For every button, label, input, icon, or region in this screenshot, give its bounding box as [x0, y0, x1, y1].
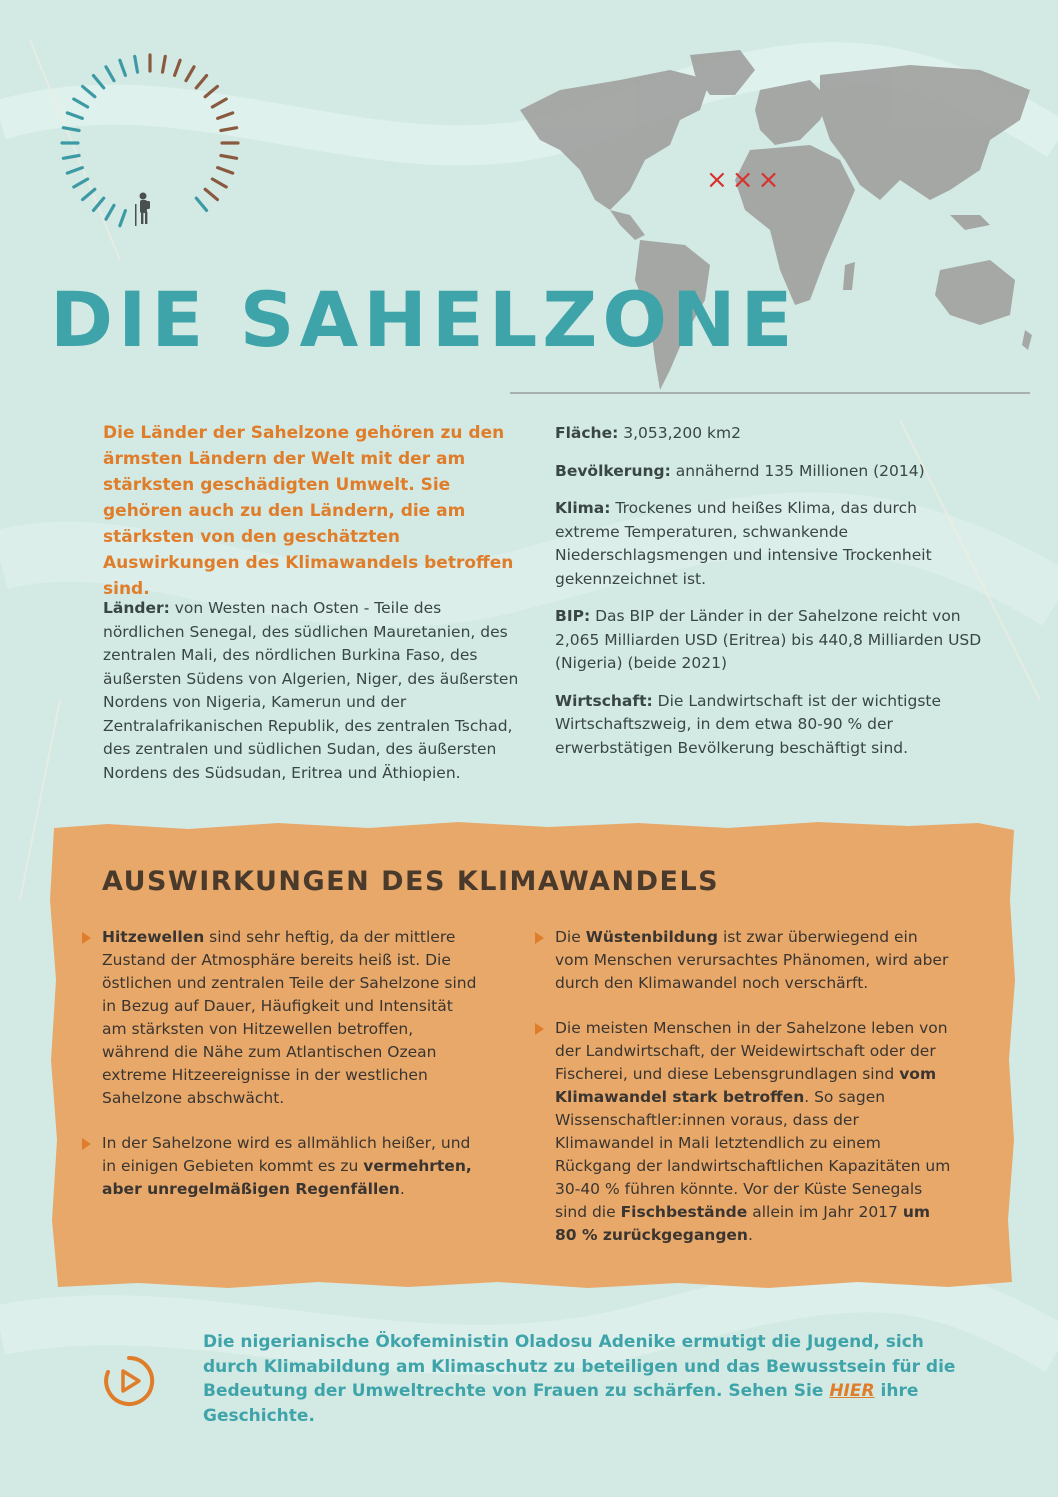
impact-span: . So sagen Wissenschaftler:innen voraus, dass der Klimawandel in Mali letztendlich zu einem Rückgang der landwirtschaftlichen Kapazitäten um 30-40 % führen könnte. Vor der Küste Senegals sind die	[555, 1088, 951, 1221]
fact-value: Das BIP der Länder in der Sahelzone reicht von 2,065 Milliarden USD (Eritrea) bis 440,8 Milliarden USD (Nigeria) (beide 2021)	[555, 607, 982, 672]
impact-item-rainfall	[82, 1132, 482, 1201]
fact-value: 3,053,200 km2	[618, 424, 741, 442]
impact-bold: vom Klimawandel stark betroffen	[555, 1065, 937, 1106]
clock-tick	[205, 86, 217, 96]
clock-tick	[205, 189, 217, 199]
clock-tick	[186, 67, 194, 81]
impact-span: .	[747, 1226, 753, 1244]
clock-tick	[83, 189, 95, 199]
fact-value: annähernd 135 Millionen (2014)	[670, 461, 925, 480]
bullet-arrow-icon	[535, 932, 544, 944]
impact-bold: Hitzewellen	[102, 928, 205, 946]
impact-span: sind sehr heftig, da der mittlere Zustand der Atmosphäre bereits heiß ist. Die östlichen und zentralen Teile der Sahelzone sind in Bezug auf Dauer, Häufigkeit und Intensität am stärksten von Hitzewellen betroffen, während die Nähe zum Atlantischen Ozean extreme Hitzeereignisse in der westlichen Sahelzone abschwächt.	[102, 928, 477, 1107]
fact-economy	[555, 690, 985, 761]
impact-bold: um 80 % zurückgegangen	[555, 1203, 931, 1244]
fact-label: Klima:	[555, 499, 611, 517]
impact-bold: Wüstenbildung	[585, 928, 719, 946]
fact-label: Fläche:	[555, 424, 619, 442]
clock-tick	[221, 128, 237, 131]
clock-tick	[212, 99, 226, 107]
impact-span: In der Sahelzone wird es allmählich heißer, und in einigen Gebieten kommt es zu	[102, 1134, 471, 1175]
bullet-arrow-icon	[82, 1138, 91, 1150]
clock-tick	[196, 76, 206, 88]
clock-tick	[93, 198, 103, 210]
impact-span: .	[399, 1180, 405, 1198]
clock-tick	[63, 156, 79, 159]
fact-label: BIP:	[555, 607, 591, 625]
impact-item-heatwaves	[82, 926, 482, 1110]
fact-value: Die Landwirtschaft ist der wichtigste Wirtschaftszweig, in dem etwa 80-90 % der erwerbstätigen Bevölkerung beschäftigt sind.	[555, 691, 942, 757]
clock-tick	[67, 168, 82, 173]
impact-bold: vermehrten, aber unregelmäßigen Regenfällen	[102, 1157, 472, 1198]
fact-label: Wirtschaft:	[555, 691, 653, 710]
bullet-arrow-icon	[82, 932, 91, 944]
impact-item-livelihoods	[535, 1017, 955, 1247]
impacts-column-left	[82, 926, 482, 1223]
fact-gdp	[555, 605, 985, 676]
bullet-arrow-icon	[535, 1023, 544, 1035]
clock-tick	[67, 113, 82, 118]
clock-tick	[212, 179, 226, 187]
page-title: DIE SAHELZONE	[50, 275, 798, 364]
clock-tick	[218, 113, 233, 118]
clock-tick	[74, 99, 88, 107]
intro-paragraph: Die Länder der Sahelzone gehören zu den ärmsten Ländern der Welt mit der am stärksten geschädigten Umwelt. Sie gehören auch zu den Ländern, die am stärksten von den geschätzten Auswirkungen des Klimawandels betroffen sind.	[103, 423, 514, 599]
impact-text	[102, 926, 482, 1110]
countries-paragraph	[103, 597, 523, 785]
clock-tick	[83, 86, 95, 96]
clock-tick	[63, 128, 79, 131]
impacts-column-right	[535, 926, 955, 1269]
fact-value: Trockenes und heißes Klima, das durch extreme Temperaturen, schwankende Niederschlagsmengen und intensive Trockenheit gekennzeichnet ist.	[555, 499, 932, 588]
fact-label: Bevölkerung:	[555, 461, 671, 480]
clock-tick	[93, 76, 103, 88]
impact-text	[102, 1132, 482, 1201]
footer-text: Die nigerianische Ökofeministin Oladosu Adenike ermutigt die Jugend, sich durch Klimabildung am Klimaschutz zu beteiligen und das Bewusstsein für die Bedeutung der Umweltrechte von Frauen zu schärfen. Sehen Sie	[203, 1332, 956, 1401]
footer-text-after: ihre Geschichte.	[203, 1381, 919, 1426]
fact-population	[555, 460, 985, 484]
play-icon[interactable]	[100, 1352, 158, 1410]
clock-tick	[135, 56, 138, 72]
impact-bold: Fischbestände	[620, 1203, 748, 1221]
countries-label: Länder:	[103, 599, 170, 617]
impact-span: Die	[555, 928, 586, 946]
clock-tick	[163, 56, 166, 72]
impact-item-desertification	[535, 926, 955, 995]
clock-tick	[120, 211, 125, 226]
sahel-markers: ×××	[706, 165, 784, 195]
impact-span: ist zwar überwiegend ein vom Menschen verursachtes Phänomen, wird aber durch den Klimawandel noch verschärft.	[555, 928, 949, 992]
clock-tick	[106, 205, 114, 219]
impacts-heading: AUSWIRKUNGEN DES KLIMAWANDELS	[102, 866, 720, 897]
clock-tick	[221, 156, 237, 159]
clock-tick	[74, 179, 88, 187]
hier-link[interactable]: HIER	[829, 1381, 875, 1401]
impact-span: allein im Jahr 2017	[747, 1203, 903, 1221]
footer-video-note	[203, 1330, 963, 1428]
clock-tick	[196, 198, 206, 210]
hiker-icon	[135, 193, 150, 227]
impact-text	[555, 926, 955, 995]
clock-tick	[120, 60, 125, 75]
clock-ring-icon	[55, 48, 245, 238]
clock-tick	[175, 60, 180, 75]
facts-list	[555, 422, 985, 774]
clock-tick	[106, 67, 114, 81]
fact-climate	[555, 497, 985, 591]
clock-tick	[218, 168, 233, 173]
impact-text	[555, 1017, 955, 1247]
fact-area	[555, 422, 985, 446]
countries-text: von Westen nach Osten - Teile des nördlichen Senegal, des südlichen Mauretanien, des zentralen Mali, des nördlichen Burkina Faso, des äußersten Südens von Algerien, Niger, des äußersten Nordens von Nigeria, Kamerun und der Zentralafrikanischen Republik, des zentralen Tschad, des zentralen und südlichen Sudan, des äußersten Nordens des Südsudan, Eritrea und Äthiopien.	[103, 599, 519, 782]
impact-span: Die meisten Menschen in der Sahelzone leben von der Landwirtschaft, der Weidewirtschaft oder der Fischerei, und diese Lebensgrundlagen sind	[555, 1019, 948, 1083]
